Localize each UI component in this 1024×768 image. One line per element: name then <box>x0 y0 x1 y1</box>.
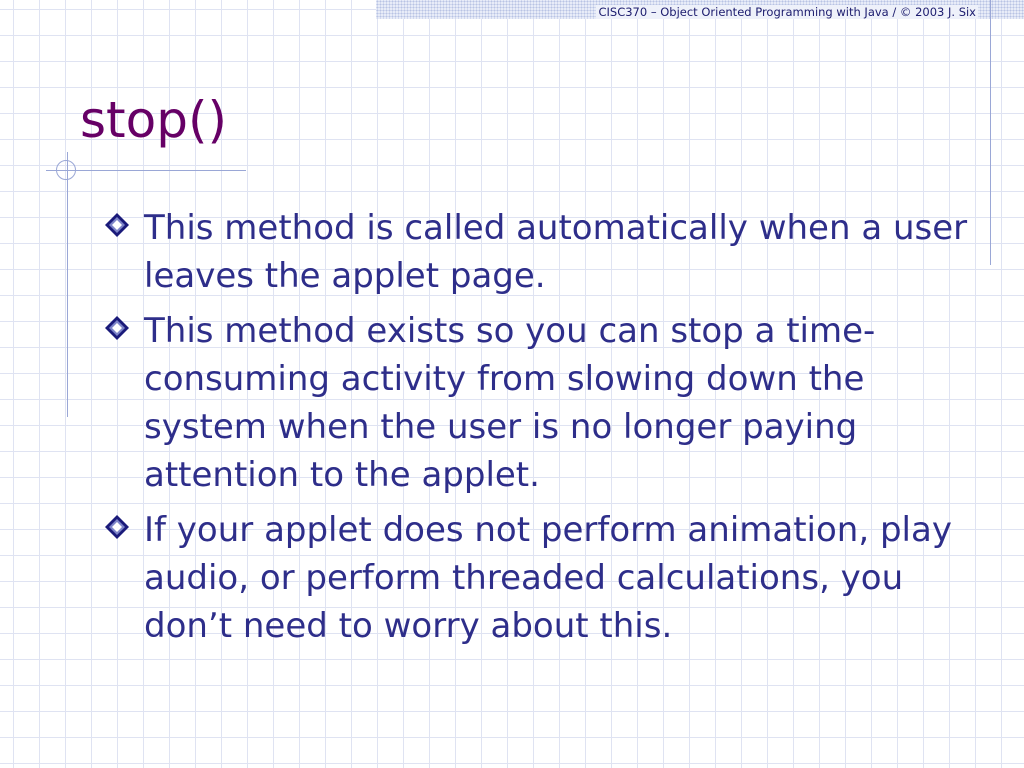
bullet-text: This method is called automatically when a user leaves the applet page. <box>144 208 968 296</box>
diamond-bullet-icon <box>104 315 130 341</box>
bullet-text: If your applet does not perform animation, play audio, or perform threaded calculations, you don’t need to worry about this. <box>144 510 952 646</box>
bullet-text: This method exists so you can stop a time-consuming activity from slowing down the system when the user is no longer paying attention to the applet. <box>144 311 876 495</box>
bullet-item <box>104 204 984 300</box>
bullet-item <box>104 307 984 499</box>
header-footer-text: CISC370 – Object Oriented Programming with Java / © 2003 J. Six <box>598 5 976 19</box>
title-ring-ornament <box>56 160 76 180</box>
decorative-vertical-line-left <box>67 152 68 417</box>
title-underline-rule <box>46 170 246 171</box>
header-band <box>376 0 1024 19</box>
diamond-bullet-icon <box>104 514 130 540</box>
bullet-item <box>104 506 984 650</box>
bullet-list <box>104 204 984 657</box>
slide-title: stop() <box>80 91 227 149</box>
diamond-bullet-icon <box>104 212 130 238</box>
decorative-vertical-line-right <box>990 0 991 265</box>
